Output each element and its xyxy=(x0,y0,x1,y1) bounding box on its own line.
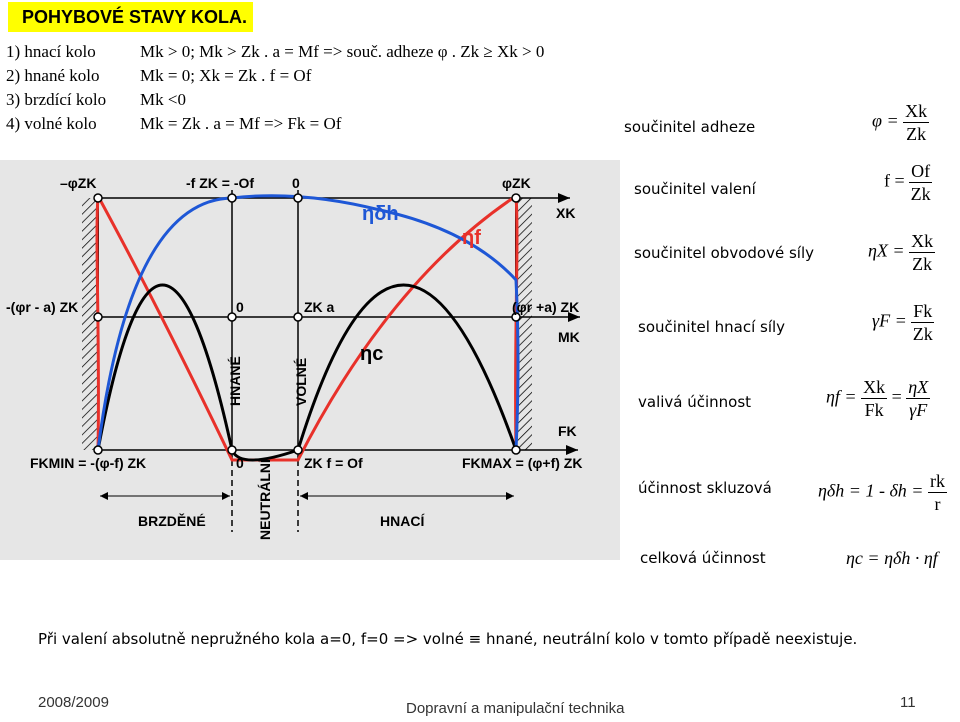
formula-adheze xyxy=(872,100,929,145)
point xyxy=(294,446,302,454)
axis-label-m: MK xyxy=(558,329,580,345)
condition-formula: Mk = Zk . a = Mf => Fk = Of xyxy=(140,114,342,133)
condition-3 xyxy=(6,90,626,112)
footer-course: Dopravní a manipulační technika xyxy=(406,700,625,717)
coef-label-valeni: součinitel valení xyxy=(634,180,756,198)
condition-name: 3) brzdící kolo xyxy=(6,90,107,109)
footer-year: 2008/2009 xyxy=(38,694,109,711)
bottom-label-fmin: FKMIN = -(φ-f) ZK xyxy=(30,455,147,471)
formula-num: Xk xyxy=(863,377,886,397)
region-label-hnaci: HNACÍ xyxy=(380,513,425,529)
formula-den: Zk xyxy=(912,324,933,344)
bottom-label-fmax: FKMAX = (φ+f) ZK xyxy=(462,455,583,471)
coef-label-adheze: součinitel adheze xyxy=(624,118,756,136)
formula-num: Of xyxy=(911,161,931,181)
page-title: POHYBOVÉ STAVY KOLA. xyxy=(8,2,253,32)
point xyxy=(294,313,302,321)
bottom-label-zkf: ZK f = Of xyxy=(304,455,363,471)
mid-label-zero: 0 xyxy=(236,299,244,315)
formula-valeni xyxy=(884,160,932,205)
coef-label-skluzova: účinnost skluzová xyxy=(638,479,772,497)
condition-name: 1) hnací kolo xyxy=(6,42,96,61)
formula-lhs: γF = xyxy=(872,310,907,331)
mid-label-right: (φr +a) ZK xyxy=(512,299,580,315)
formula-lhs: ηδh = 1 - δh = xyxy=(818,480,924,501)
formula-hnaci xyxy=(872,300,934,345)
condition-name: 4) volné kolo xyxy=(6,114,97,133)
formula-den: r xyxy=(934,494,941,514)
point xyxy=(512,194,520,202)
left-wall xyxy=(82,198,98,450)
wheel-states-diagram xyxy=(0,160,620,560)
bottom-label-zero: 0 xyxy=(236,455,244,471)
coef-label-celkova: celková účinnost xyxy=(640,549,766,567)
top-label-zero: 0 xyxy=(292,175,300,191)
coef-label-hnaci: součinitel hnací síly xyxy=(638,318,786,336)
axis-label-f: FK xyxy=(558,423,577,439)
point xyxy=(228,194,236,202)
condition-formula: Mk > 0; Mk > Zk . a = Mf => souč. adheze φ . Zk ≥ Xk > 0 xyxy=(140,42,545,61)
formula-num: rk xyxy=(929,471,945,491)
formula-den2: γF xyxy=(909,400,928,420)
point xyxy=(94,446,102,454)
mid-label-left: -(φr - a) ZK xyxy=(6,299,79,315)
condition-1 xyxy=(6,42,626,64)
formula-den: Zk xyxy=(912,254,933,274)
mid-label-zka: ZK a xyxy=(304,299,335,315)
formula-lhs: φ = xyxy=(872,110,899,131)
formula-skluzova xyxy=(818,470,947,515)
eta-f-curve-left xyxy=(97,196,98,450)
formula-den: Zk xyxy=(906,124,927,144)
formula-num: Xk xyxy=(911,231,934,251)
formula-lhs: ηX = xyxy=(868,240,905,261)
point xyxy=(228,446,236,454)
vertical-label-volne: VOLNÉ xyxy=(293,357,309,406)
label-eta-f: ηf xyxy=(462,227,481,249)
condition-name: 2) hnané kolo xyxy=(6,66,100,85)
condition-2 xyxy=(6,66,626,88)
point xyxy=(228,313,236,321)
point xyxy=(512,446,520,454)
vertical-label-neutralni: NEUTRÁLNÍ xyxy=(257,459,273,540)
formula-lhs: f = xyxy=(884,170,905,191)
axis-label-x: XK xyxy=(556,205,576,221)
formula-celkova xyxy=(846,548,938,569)
point xyxy=(294,194,302,202)
note-text: Při valení absolutně nepružného kola a=0, f=0 => volné ≡ hnané, neutrální kolo v tomto případě neexistuje. xyxy=(38,630,858,648)
formula-num: Xk xyxy=(905,101,928,121)
top-label-phi-neg: –φZK xyxy=(60,175,97,191)
formula-den: Fk xyxy=(864,400,884,420)
condition-formula: Mk = 0; Xk = Zk . f = Of xyxy=(140,66,312,85)
formula-obvodova xyxy=(868,230,935,275)
coef-label-obvodova: součinitel obvodové síly xyxy=(634,244,814,262)
condition-formula: Mk <0 xyxy=(140,90,186,109)
coef-label-valiva: valivá účinnost xyxy=(638,393,752,411)
label-eta-c: ηc xyxy=(360,343,384,365)
formula-num: Fk xyxy=(913,301,933,321)
formula-lhs: ηc = ηδh · ηf xyxy=(846,548,938,568)
vertical-label-hnane: HNANÉ xyxy=(227,356,243,406)
top-label-f: -f ZK = -Of xyxy=(186,175,255,191)
label-eta-dh: ηδh xyxy=(362,203,399,225)
condition-4 xyxy=(6,114,626,136)
formula-den: Zk xyxy=(910,184,931,204)
point xyxy=(94,194,102,202)
region-label-brzdene: BRZDĚNÉ xyxy=(138,513,206,529)
top-label-phi: φZK xyxy=(502,175,531,191)
formula-num2: ηX xyxy=(908,377,929,397)
formula-lhs: ηf = xyxy=(826,386,857,407)
footer-page: 11 xyxy=(900,694,916,711)
point xyxy=(94,313,102,321)
formula-valiva: ηf = $\frac{Xk}{Fk}$ = $\frac{\eta X}{\gamma F}$ xyxy=(826,377,929,420)
